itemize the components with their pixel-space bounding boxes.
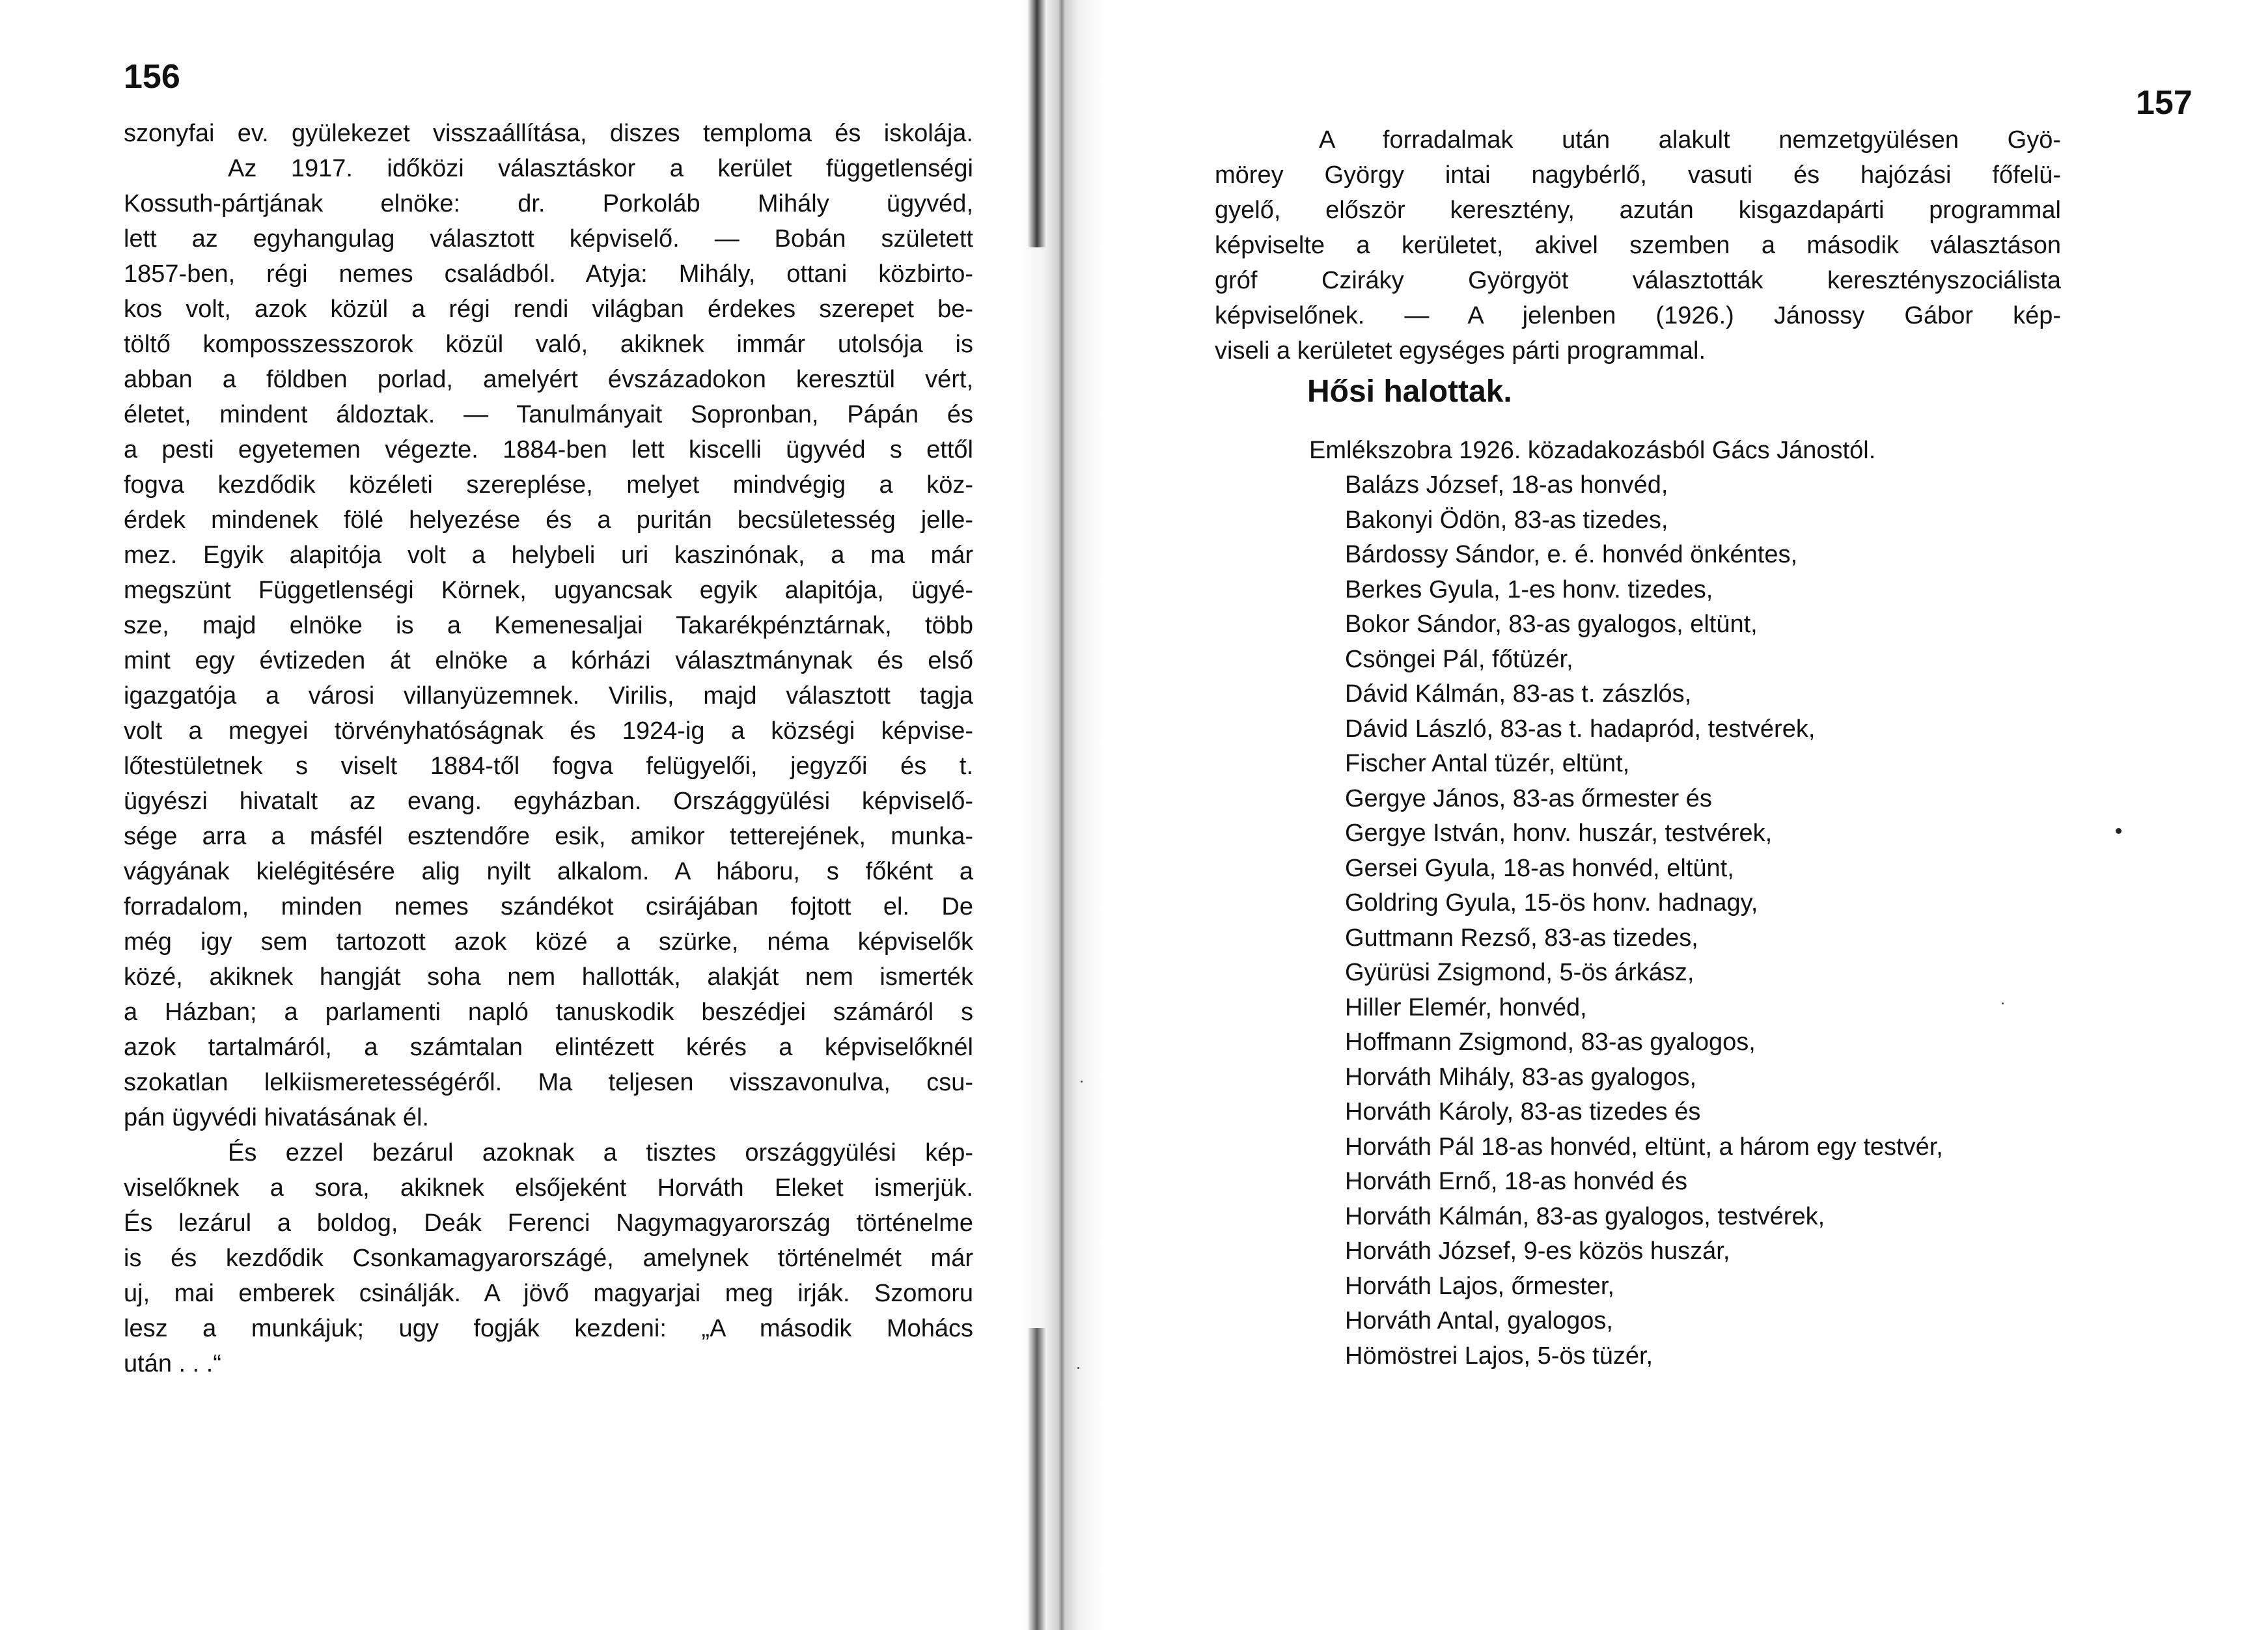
right-page [1104, 0, 2268, 1630]
text-line: még igy sem tartozott azok közé a szürke, néma képviselők [124, 928, 973, 956]
text-line: És ezzel bezárul azoknak a tisztes országgyülési kép- [228, 1139, 973, 1167]
list-item: Horváth Mihály, 83-as gyalogos, [1345, 1063, 1696, 1091]
right-page-intro [1215, 122, 2061, 368]
memorial-line: Emlékszobra 1926. közadakozásból Gács Jánostól. [1309, 437, 1876, 464]
text-line: a Házban; a parlamenti napló tanuskodik beszédjei számáról s [124, 999, 973, 1026]
text-line: forradalom, minden nemes szándékot csirájában fojtott el. De [124, 893, 973, 920]
ink-speck [2002, 1002, 2004, 1004]
ink-speck [1081, 1081, 1083, 1083]
text-line: Kossuth-pártjának elnöke: dr. Porkoláb Mihály ügyvéd, [124, 190, 973, 217]
text-line: azok tartalmáról, a számtalan elintézett kérés a képviselőknél [124, 1034, 973, 1061]
list-item: Dávid László, 83-as t. hadapród, testvérek, [1345, 715, 1816, 743]
text-line: gróf Cziráky Györgyöt választották keresztényszociálista [1215, 267, 2061, 294]
text-line: szonyfai ev. gyülekezet visszaállítása, diszes temploma és iskolája. [124, 120, 973, 147]
text-line: ügyészi hivatalt az evang. egyházban. Országgyülési képviselő- [124, 788, 973, 815]
text-line: volt a megyei törvényhatóságnak és 1924-ig a községi képvise- [124, 717, 973, 745]
text-line: töltő komposszesszorok közül való, akiknek immár utolsója is [124, 331, 973, 358]
text-line: is és kezdődik Csonkamagyarországé, amelynek történelmét már [124, 1245, 973, 1272]
list-item: Bárdossy Sándor, e. é. honvéd önkéntes, [1345, 541, 1798, 568]
list-item: Hiller Elemér, honvéd, [1345, 993, 1587, 1021]
text-line: megszünt Függetlenségi Körnek, ugyancsak egyik alapitója, ügyé- [124, 577, 973, 604]
left-page-body [124, 116, 973, 1381]
list-item: Horváth Pál 18-as honvéd, eltünt, a három egy testvér, [1345, 1133, 1943, 1161]
list-item: Goldring Gyula, 15-ös honv. hadnagy, [1345, 889, 1758, 917]
text-line: A forradalmak után alakult nemzetgyülésen Gyö- [1319, 126, 2061, 154]
gutter-shadow-top [1027, 0, 1047, 247]
list-item: Berkes Gyula, 1-es honv. tizedes, [1345, 575, 1713, 603]
list-item: Fischer Antal tüzér, eltünt, [1345, 750, 1630, 777]
fallen-soldiers-list [1345, 468, 1943, 1374]
text-line: mez. Egyik alapitója volt a helybeli uri kaszinónak, a ma már [124, 542, 973, 569]
list-item: Horváth Lajos, őrmester, [1345, 1272, 1614, 1300]
list-item: Dávid Kálmán, 83-as t. zászlós, [1345, 680, 1692, 708]
text-line: Az 1917. időközi választáskor a kerület függetlenségi [228, 155, 973, 182]
page-number-left: 156 [124, 58, 180, 96]
list-item: Horváth Károly, 83-as tizedes és [1345, 1098, 1701, 1126]
list-item: Bakonyi Ödön, 83-as tizedes, [1345, 506, 1668, 534]
text-line: mörey György intai nagybérlő, vasuti és hajózási főfelü- [1215, 161, 2061, 189]
list-item: Gergye János, 83-as őrmester és [1345, 784, 1712, 812]
text-line: fogva kezdődik közéleti szereplése, melyet mindvégig a köz- [124, 471, 973, 499]
text-line: sége arra a másfél esztendőre esik, amikor tetterejének, munka- [124, 823, 973, 850]
list-item: Hoffmann Zsigmond, 83-as gyalogos, [1345, 1029, 1756, 1056]
text-line: a pesti egyetemen végezte. 1884-ben lett kiscelli ügyvéd s ettől [124, 436, 973, 463]
list-item: Horváth Ernő, 18-as honvéd és [1345, 1168, 1687, 1195]
text-line: És lezárul a boldog, Deák Ferenci Nagymagyarország történelme [124, 1209, 973, 1237]
text-line: lőtestületnek s viselt 1884-től fogva felügyelői, jegyzői és t. [124, 753, 973, 780]
list-item: Gergye István, honv. huszár, testvérek, [1345, 820, 1773, 847]
text-line: érdek mindenek fölé helyezése és a puritán becsületesség jelle- [124, 506, 973, 534]
list-item: Gersei Gyula, 18-as honvéd, eltünt, [1345, 854, 1734, 882]
text-line: lett az egyhangulag választott képviselő. — Bobán született [124, 225, 973, 253]
text-line: szokatlan lelkiismeretességéről. Ma teljesen visszavonulva, csu- [124, 1069, 973, 1096]
text-line: sze, majd elnöke is a Kemenesaljai Takarékpénztárnak, több [124, 612, 973, 639]
text-line: kos volt, azok közül a régi rendi világban érdekes szerepet be- [124, 296, 973, 323]
text-line: képviselte a kerületet, akivel szemben a második választáson [1215, 232, 2061, 259]
page-number-right: 157 [2136, 84, 2192, 122]
text-line: vágyának kielégitésére alig nyilt alkalom. A háboru, s főként a [124, 858, 973, 885]
list-item: Hömöstrei Lajos, 5-ös tüzér, [1345, 1342, 1653, 1370]
text-line: lesz a munkájuk; ugy fogják kezdeni: „A második Mohács [124, 1315, 973, 1342]
list-item: Csöngei Pál, főtüzér, [1345, 645, 1573, 673]
ink-dot [2116, 828, 2122, 834]
list-item: Bokor Sándor, 83-as gyalogos, eltünt, [1345, 611, 1758, 638]
list-item: Horváth József, 9-es közös huszár, [1345, 1237, 1730, 1265]
text-line: 1857-ben, régi nemes családból. Atyja: Mihály, ottani közbirto- [124, 260, 973, 288]
text-line: közé, akiknek hangját soha nem hallották, alakját nem ismerték [124, 963, 973, 991]
section-heading: Hősi halottak. [1307, 374, 1512, 409]
list-item: Horváth Antal, gyalogos, [1345, 1307, 1613, 1334]
list-item: Guttmann Rezső, 83-as tizedes, [1345, 924, 1698, 952]
text-line: viseli a kerületet egységes párti programmal. [1215, 337, 1706, 365]
text-line: életet, mindent áldoztak. — Tanulmányait Sopronban, Pápán és [124, 401, 973, 428]
text-line: abban a földben porlad, amelyért évszázadokon keresztül vért, [124, 366, 973, 393]
left-page [0, 0, 1019, 1630]
text-line: viselőknek a sora, akiknek elsőjeként Horváth Eleket ismerjük. [124, 1174, 973, 1202]
list-item: Gyürüsi Zsigmond, 5-ös árkász, [1345, 959, 1694, 986]
gutter-shadow-bottom [1027, 1328, 1047, 1630]
text-line: mint egy évtizeden át elnöke a kórházi választmánynak és első [124, 647, 973, 674]
text-line: igazgatója a városi villanyüzemnek. Virilis, majd választott tagja [124, 682, 973, 710]
list-item: Balázs József, 18-as honvéd, [1345, 471, 1668, 499]
text-line: után . . .“ [124, 1350, 221, 1377]
text-line: uj, mai emberek csinálják. A jövő magyarjai meg irják. Szomoru [124, 1280, 973, 1307]
text-line: képviselőnek. — A jelenben (1926.) Jánossy Gábor kép- [1215, 302, 2061, 329]
ink-speck [1077, 1367, 1079, 1369]
list-item: Horváth Kálmán, 83-as gyalogos, testvérek, [1345, 1202, 1825, 1230]
text-line: gyelő, először keresztény, azután kisgazdapárti programmal [1215, 197, 2061, 224]
text-line: pán ügyvédi hivatásának él. [124, 1104, 429, 1131]
